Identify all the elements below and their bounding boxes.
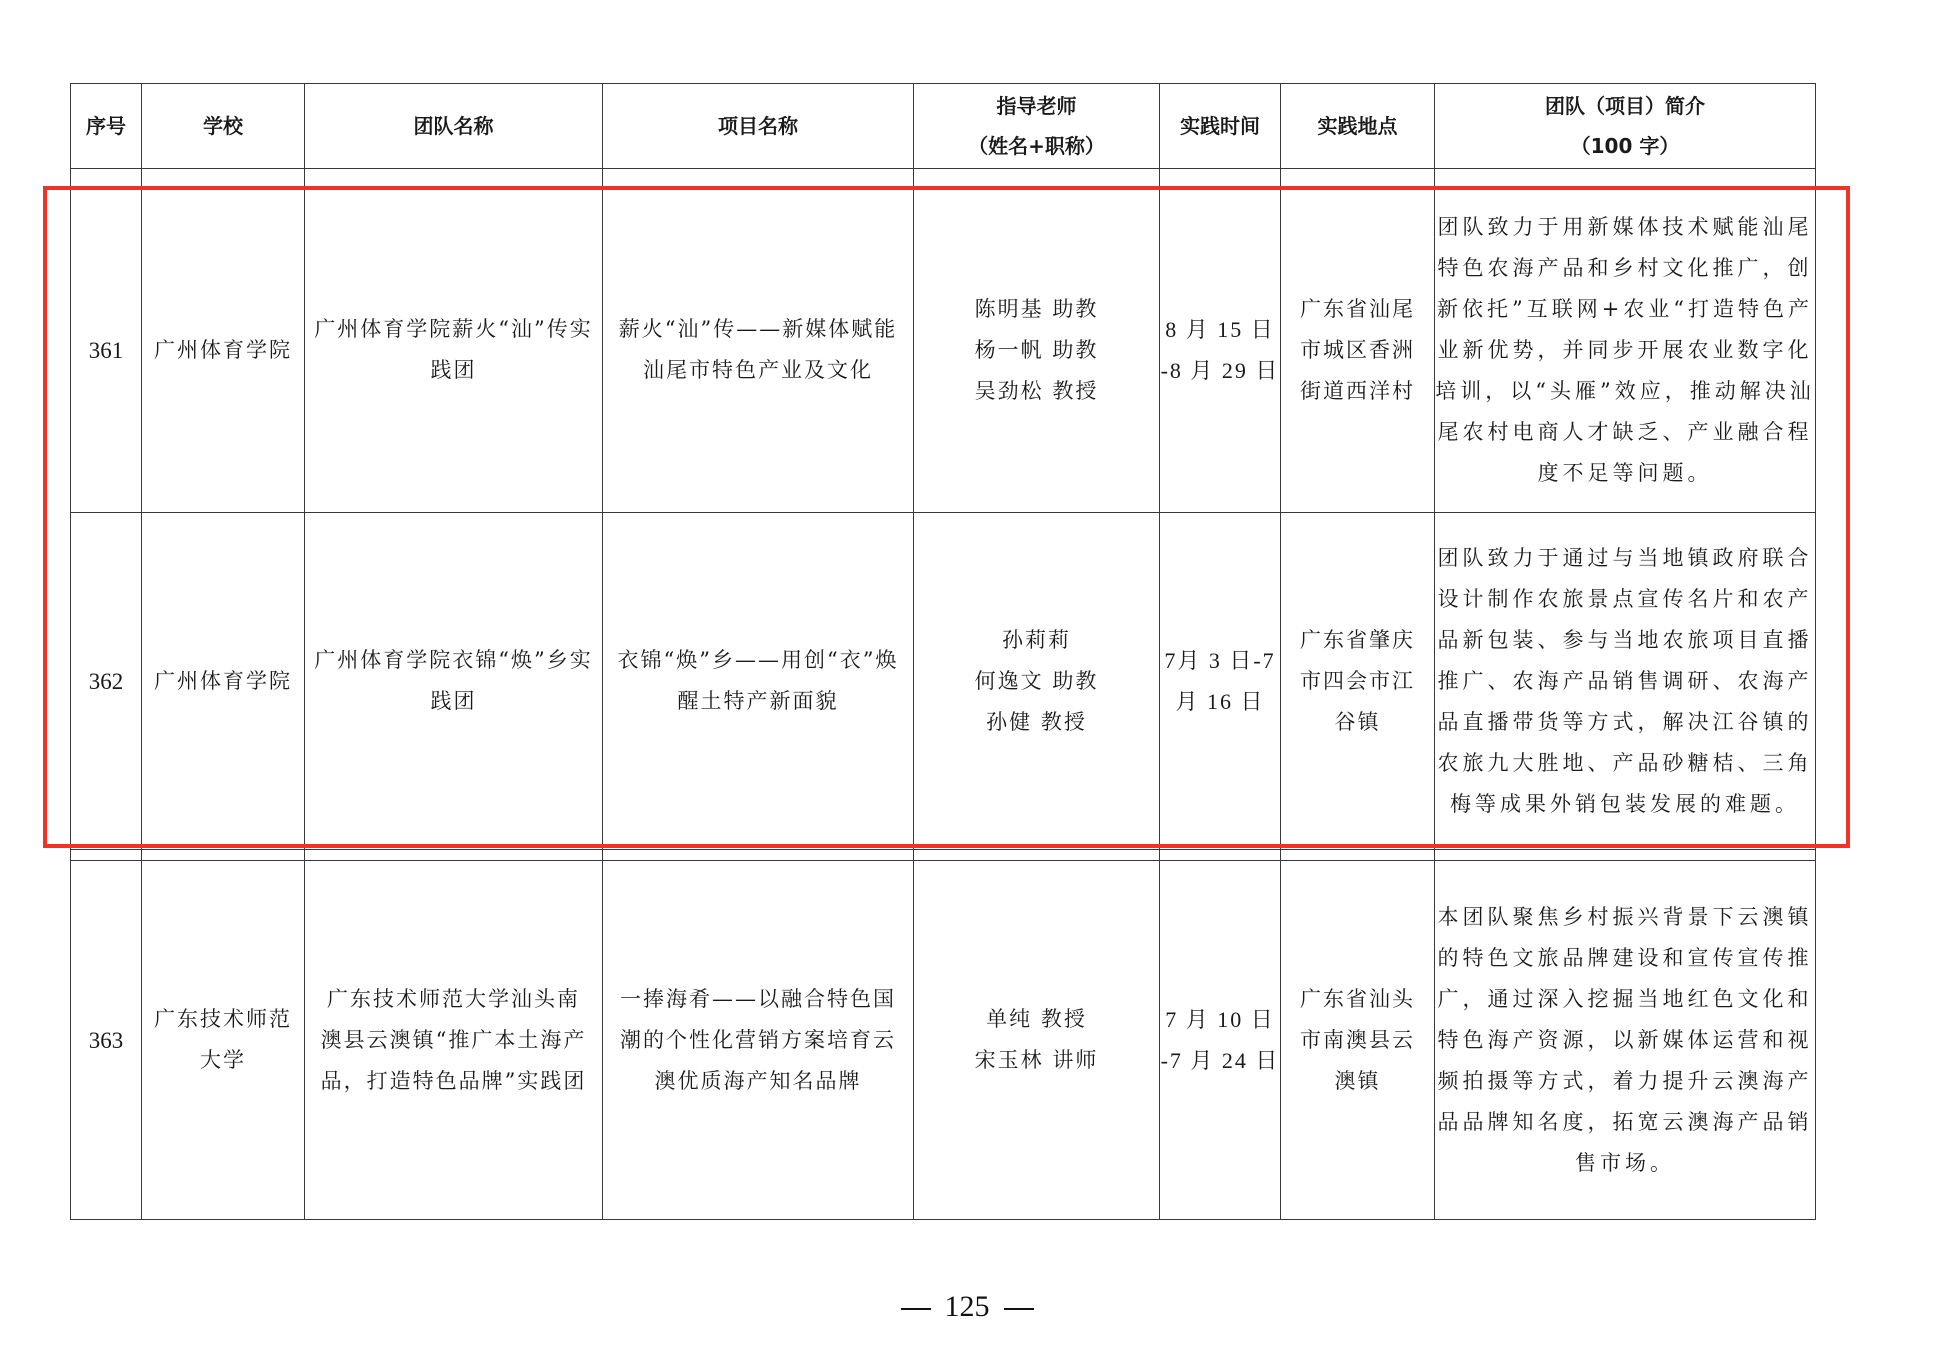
row-project-name: 衣锦“焕”乡——用创“衣”焕 醒土特产新面貌: [603, 513, 914, 850]
row-intro: 团队致力于通过与当地镇政府联合设计制作农旅景点宣传名片和农产品新包装、参与当地农旅项目直播推广、农海产品销售调研、农海产品直播带货等方式，解决江谷镇的农旅九大胜地、产品砂糖桔、三角梅等成果外销包装发展的难题。: [1435, 513, 1816, 850]
header-practice-time: 实践时间: [1160, 84, 1281, 169]
row-time: 7 月 10 日 -7 月 24 日: [1160, 861, 1281, 1220]
row-index: 361: [71, 188, 142, 513]
row-school: 广州体育学院: [142, 513, 305, 850]
row-advisors: 单纯 教授 宋玉林 讲师: [914, 861, 1160, 1220]
row-team-name: 广东技术师范大学汕头南 澳县云澳镇“推广本土海产 品，打造特色品牌”实践团: [305, 861, 603, 1220]
table-row: [71, 513, 1816, 850]
row-advisors: 陈明基 助教 杨一帆 助教 吴劲松 教授: [914, 188, 1160, 513]
header-team-name: 团队名称: [305, 84, 603, 169]
row-advisors: 孙莉莉 何逸文 助教 孙健 教授: [914, 513, 1160, 850]
row-time: 7月 3 日-7 月 16 日: [1160, 513, 1281, 850]
dash-right: [1004, 1308, 1034, 1310]
row-location: 广东省汕尾 市城区香洲 街道西洋村: [1281, 188, 1435, 513]
table-row: [71, 861, 1816, 1220]
header-intro: 团队（项目）简介 （100 字）: [1435, 84, 1816, 169]
spacer-row: [71, 169, 1816, 188]
header-advisor: 指导老师 （姓名+职称）: [914, 84, 1160, 169]
page-number-text: 125: [944, 1290, 990, 1323]
table-header-row: [71, 84, 1816, 169]
row-location: 广东省汕头 市南澳县云 澳镇: [1281, 861, 1435, 1220]
row-project-name: 一捧海肴——以融合特色国 潮的个性化营销方案培育云 澳优质海产知名品牌: [603, 861, 914, 1220]
dash-left: [901, 1308, 931, 1310]
row-index: 362: [71, 513, 142, 850]
row-team-name: 广州体育学院薪火“汕”传实 践团: [305, 188, 603, 513]
row-project-name: 薪火“汕”传——新媒体赋能 汕尾市特色产业及文化: [603, 188, 914, 513]
header-practice-location: 实践地点: [1281, 84, 1435, 169]
row-time: 8 月 15 日 -8 月 29 日: [1160, 188, 1281, 513]
header-school: 学校: [142, 84, 305, 169]
table-row: [71, 188, 1816, 513]
practice-team-table: [70, 83, 1816, 1220]
row-school: 广东技术师范 大学: [142, 861, 305, 1220]
row-location: 广东省肇庆 市四会市江 谷镇: [1281, 513, 1435, 850]
row-intro: 本团队聚焦乡村振兴背景下云澳镇的特色文旅品牌建设和宣传宣传推广，通过深入挖掘当地红色文化和特色海产资源，以新媒体运营和视频拍摄等方式，着力提升云澳海产品品牌知名度，拓宽云澳海产品销售市场。: [1435, 861, 1816, 1220]
row-intro: 团队致力于用新媒体技术赋能汕尾特色农海产品和乡村文化推广，创新依托”互联网+农业“打造特色产业新优势，并同步开展农业数字化培训，以“头雁”效应，推动解决汕尾农村电商人才缺乏、产业融合程度不足等问题。: [1435, 188, 1816, 513]
row-index: 363: [71, 861, 142, 1220]
header-project-name: 项目名称: [603, 84, 914, 169]
header-index: 序号: [71, 84, 142, 169]
page-number: [0, 1290, 1934, 1324]
spacer-row: [71, 850, 1816, 861]
row-team-name: 广州体育学院衣锦“焕”乡实 践团: [305, 513, 603, 850]
row-school: 广州体育学院: [142, 188, 305, 513]
